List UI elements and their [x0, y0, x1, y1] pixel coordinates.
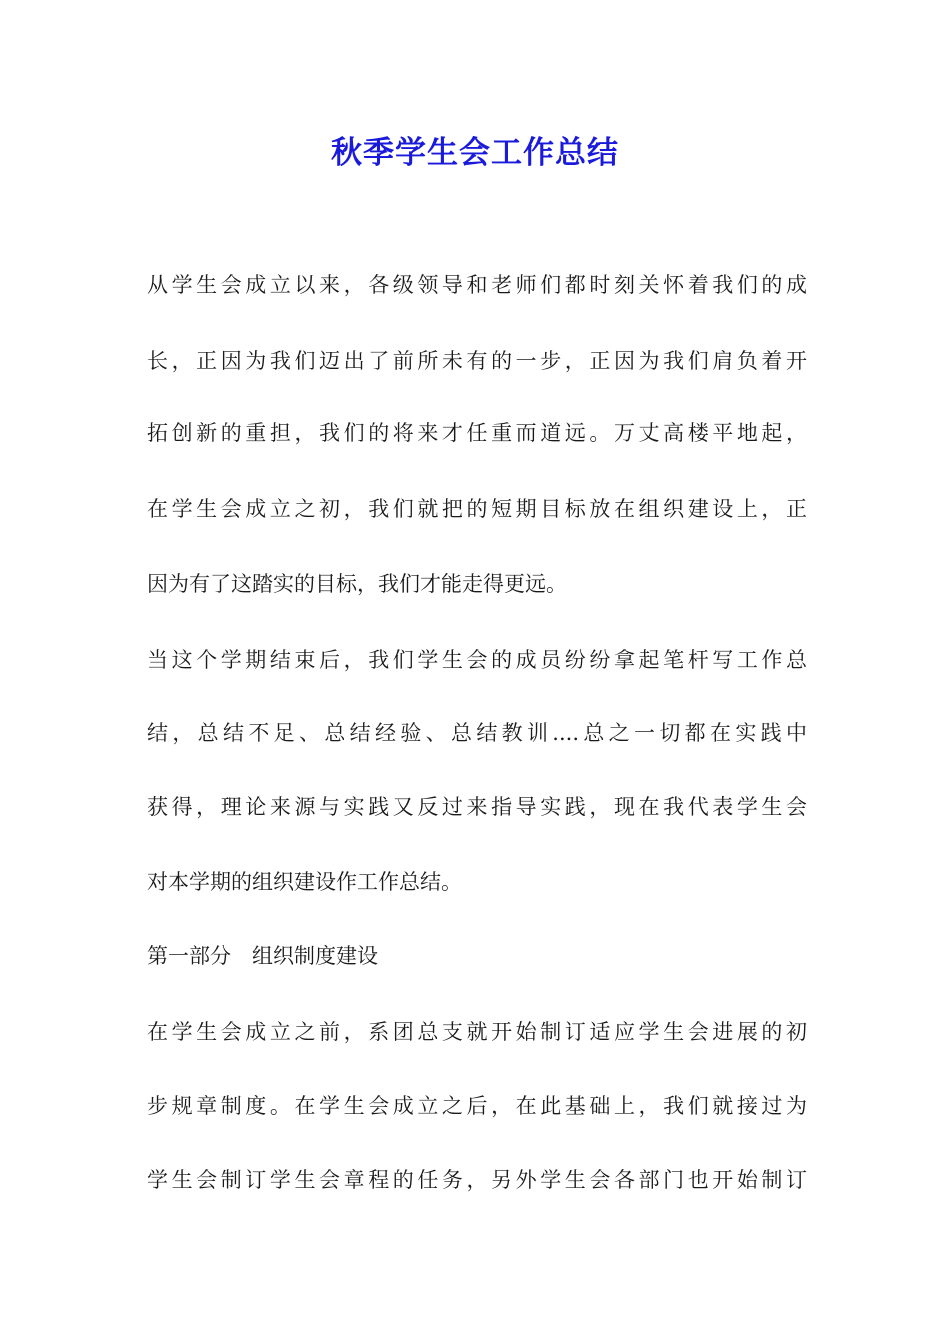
document-title: 秋季学生会工作总结	[331, 135, 619, 171]
paragraph-line: 当这个学期结束后，我们学生会的成员纷纷拿起笔杆写工作总	[147, 648, 807, 672]
paragraph-line: 拓创新的重担，我们的将来才任重而道远。万丈高楼平地起，	[147, 421, 807, 445]
paragraph-line: 因为有了这踏实的目标，我们才能走得更远。	[147, 572, 567, 596]
paragraph-line: 结，总结不足、总结经验、总结教训....总之一切都在实践中	[147, 721, 807, 745]
paragraph-line: 获得，理论来源与实践又反过来指导实践，现在我代表学生会	[147, 795, 807, 819]
paragraph-line: 从学生会成立以来，各级领导和老师们都时刻关怀着我们的成	[147, 273, 807, 297]
paragraph-line: 在学生会成立之前，系团总支就开始制订适应学生会进展的初	[147, 1020, 807, 1044]
paragraph-line: 长，正因为我们迈出了前所未有的一步，正因为我们肩负着开	[147, 349, 807, 373]
paragraph-line: 在学生会成立之初，我们就把的短期目标放在组织建设上，正	[147, 497, 807, 521]
paragraph-line: 学生会制订学生会章程的任务，另外学生会各部门也开始制订	[147, 1168, 807, 1192]
section-heading: 第一部分 组织制度建设	[147, 944, 378, 968]
paragraph-line: 对本学期的组织建设作工作总结。	[147, 870, 462, 894]
paragraph-line: 步规章制度。在学生会成立之后，在此基础上，我们就接过为	[147, 1094, 807, 1118]
